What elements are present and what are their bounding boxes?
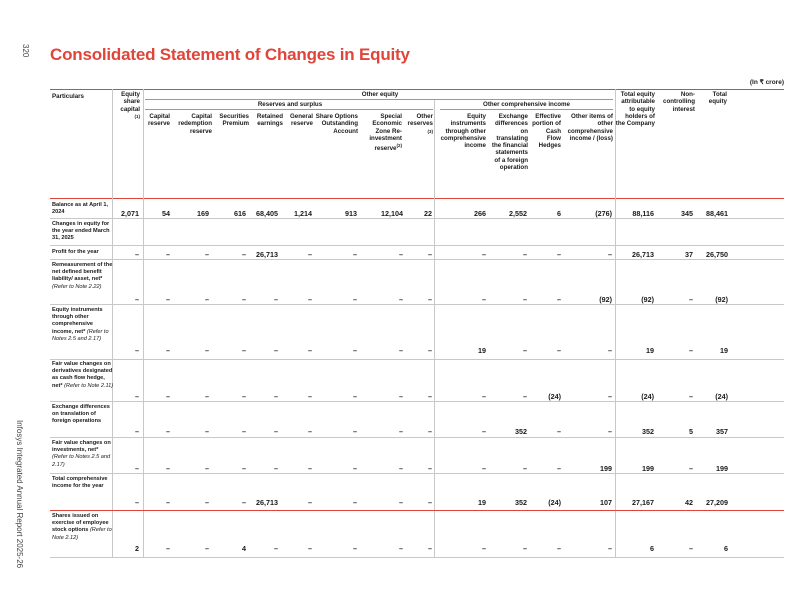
table-cell: – <box>308 427 312 436</box>
row-label: Remeasurement of the net defined benefit liability/ asset, net* <box>52 262 113 283</box>
table-cell: 12,104 <box>381 209 403 218</box>
header-non-controlling: Non-controlling interest <box>663 91 695 113</box>
table-cell: – <box>353 544 357 553</box>
table-cell: 22 <box>424 209 432 218</box>
table-cell: – <box>166 250 170 259</box>
row-note: (Refer to Note 2.11) <box>64 382 114 389</box>
table-cell: – <box>608 346 612 355</box>
table-cell: – <box>274 295 278 304</box>
table-cell: 37 <box>685 250 693 259</box>
table-cell: – <box>166 346 170 355</box>
table-cell: – <box>428 392 432 401</box>
row-label: Fair value changes on investments, net* <box>52 440 111 454</box>
side-caption: Infosys Integrated Annual Report 2025-26 <box>15 420 24 569</box>
table-cell: 4 <box>242 544 246 553</box>
header-equity-share-capital-text: Equity share capital <box>120 91 140 113</box>
table-cell: 2 <box>135 544 139 553</box>
table-cell: – <box>353 392 357 401</box>
table-cell: 352 <box>642 427 654 436</box>
table-cell: – <box>557 346 561 355</box>
row-particular-7 <box>52 440 114 469</box>
table-cell: – <box>482 464 486 473</box>
table-cell: – <box>135 427 139 436</box>
other-equity-line <box>145 99 613 100</box>
table-cell: – <box>353 295 357 304</box>
header-equity-share-capital-note: (1) <box>134 113 140 119</box>
header-other-reserves-note: (3) <box>427 128 433 134</box>
table-cell: – <box>135 295 139 304</box>
table-cell: – <box>242 346 246 355</box>
row-label: Balance as at April 1, 2024 <box>52 202 109 216</box>
table-cell: 6 <box>724 544 728 553</box>
table-cell: – <box>428 464 432 473</box>
unit-label: (In ₹ crore) <box>749 79 784 86</box>
table-cell: – <box>353 250 357 259</box>
table-cell: 68,405 <box>256 209 278 218</box>
vline-4 <box>615 89 616 557</box>
table-cell: – <box>523 392 527 401</box>
table-cell: – <box>308 346 312 355</box>
table-cell: – <box>242 464 246 473</box>
table-cell: – <box>523 295 527 304</box>
table-cell: – <box>523 464 527 473</box>
table-cell: 266 <box>474 209 486 218</box>
table-cell: – <box>205 464 209 473</box>
table-cell: (92) <box>641 295 654 304</box>
row-particular-4 <box>52 307 114 343</box>
row-label: Exchange differences on translation of foreign operations <box>52 404 110 425</box>
table-cell: – <box>274 392 278 401</box>
table-cell: (276) <box>595 209 612 218</box>
row-label: Total comprehensive income for the year <box>52 476 108 490</box>
table-cell: – <box>482 392 486 401</box>
table-cell: 5 <box>689 427 693 436</box>
row-note: (Refer to Note 2.12) <box>52 527 112 541</box>
table-cell: (24) <box>641 392 654 401</box>
table-cell: 26,713 <box>632 250 654 259</box>
table-cell: – <box>274 346 278 355</box>
row-particular-8 <box>52 476 114 490</box>
table-cell: – <box>353 346 357 355</box>
table-cell: 199 <box>642 464 654 473</box>
header-share-options: Share Options Outstanding Account <box>315 113 358 135</box>
page-title: Consolidated Statement of Changes in Equity <box>50 45 410 64</box>
page-number: 320 <box>21 44 30 58</box>
table-cell: – <box>482 544 486 553</box>
table-cell: – <box>205 498 209 507</box>
table-cell: 1,214 <box>294 209 312 218</box>
table-cell: (92) <box>715 295 728 304</box>
table-cell: – <box>482 427 486 436</box>
row-note: (Refer to Notes 2.5 and 2.17) <box>52 328 109 342</box>
table-cell: – <box>482 250 486 259</box>
table-cell: 26,713 <box>256 498 278 507</box>
oci-line <box>440 109 613 110</box>
table-cell: – <box>428 250 432 259</box>
table-cell: 42 <box>685 498 693 507</box>
table-cell: (24) <box>548 392 561 401</box>
table-cell: – <box>242 392 246 401</box>
table-cell: – <box>399 250 403 259</box>
table-cell: 19 <box>646 346 654 355</box>
table-cell: – <box>274 544 278 553</box>
row-particular-5 <box>52 361 114 390</box>
table-cell: 345 <box>681 209 693 218</box>
table-cell: (24) <box>715 392 728 401</box>
table-cell: – <box>399 544 403 553</box>
row-particular-1 <box>52 221 114 243</box>
table-cell: – <box>308 295 312 304</box>
table-cell: – <box>205 295 209 304</box>
row-note: (Refer to Notes 2.5 and 2.17) <box>52 454 111 468</box>
table-cell: – <box>689 295 693 304</box>
header-exchange-differences: Exchange differences on translating the financial statements of a foreign operation <box>491 113 528 172</box>
table-cell: – <box>608 392 612 401</box>
table-cell: – <box>608 544 612 553</box>
table-cell: – <box>689 544 693 553</box>
vline-3 <box>434 100 435 557</box>
row-line-0 <box>50 218 784 219</box>
table-cell: – <box>242 295 246 304</box>
table-cell: (24) <box>548 498 561 507</box>
table-cell: – <box>274 427 278 436</box>
table-cell: – <box>523 544 527 553</box>
header-other-reserves <box>405 113 433 135</box>
header-general-reserve: General reserve <box>289 113 313 128</box>
row-label: Equity instruments through other comprehensive income, net* <box>52 307 103 335</box>
table-cell: – <box>482 295 486 304</box>
table-cell: 6 <box>557 209 561 218</box>
table-cell: – <box>689 464 693 473</box>
row-line-6 <box>50 437 784 438</box>
header-other-items: Other items of other comprehensive income / (loss) <box>567 113 613 142</box>
table-cell: 27,167 <box>632 498 654 507</box>
table-cell: – <box>205 250 209 259</box>
header-equity-share-capital <box>112 91 140 120</box>
table-cell: – <box>353 427 357 436</box>
table-cell: – <box>428 498 432 507</box>
row-label: Fair value changes on derivatives designated as cash flow hedge, net* <box>52 361 113 389</box>
table-cell: 352 <box>515 498 527 507</box>
row-label: Changes in equity for the year ended March 31, 2025 <box>52 221 110 242</box>
table-cell: – <box>557 250 561 259</box>
table-cell: 88,461 <box>706 209 728 218</box>
table-cell: – <box>399 392 403 401</box>
table-cell: 169 <box>197 209 209 218</box>
table-cell: (92) <box>599 295 612 304</box>
table-cell: 357 <box>716 427 728 436</box>
table-cell: – <box>308 544 312 553</box>
reserves-line <box>145 109 433 110</box>
table-cell: – <box>557 295 561 304</box>
table-cell: – <box>557 464 561 473</box>
table-cell: 6 <box>650 544 654 553</box>
row-label: Profit for the year <box>52 249 99 255</box>
table-cell: – <box>399 295 403 304</box>
table-cell: 913 <box>345 209 357 218</box>
table-cell: – <box>242 498 246 507</box>
table-cell: 199 <box>600 464 612 473</box>
header-other-equity: Other equity <box>361 91 399 98</box>
row-particular-6 <box>52 404 114 426</box>
row-particular-9 <box>52 513 114 542</box>
header-other-reserves-text: Other reserves <box>407 113 433 128</box>
table-cell: – <box>523 250 527 259</box>
table-cell: 88,116 <box>632 209 654 218</box>
row-line-2 <box>50 259 784 260</box>
table-cell: – <box>353 464 357 473</box>
table-cell: 2,071 <box>121 209 139 218</box>
table-cell: – <box>428 295 432 304</box>
table-cell: – <box>428 346 432 355</box>
header-sez-note: (2) <box>396 143 402 149</box>
table-cell: – <box>135 346 139 355</box>
table-cell: 19 <box>478 498 486 507</box>
table-cell: 19 <box>478 346 486 355</box>
row-line-1 <box>50 245 784 246</box>
header-capital-redemption: Capital redemption reserve <box>178 113 212 135</box>
header-top-line <box>50 89 784 90</box>
header-effective-portion: Effective portion of Cash Flow Hedges <box>532 113 561 150</box>
table-cell: – <box>353 498 357 507</box>
table-cell: – <box>428 544 432 553</box>
table-cell: – <box>523 346 527 355</box>
table-cell: – <box>308 250 312 259</box>
table-cell: 54 <box>162 209 170 218</box>
table-cell: – <box>242 427 246 436</box>
row-line-4 <box>50 359 784 360</box>
table-cell: 107 <box>600 498 612 507</box>
table-cell: – <box>689 392 693 401</box>
table-cell: 26,750 <box>706 250 728 259</box>
table-cell: 27,209 <box>706 498 728 507</box>
table-cell: – <box>166 427 170 436</box>
row-particular-3 <box>52 262 114 291</box>
table-cell: 352 <box>515 427 527 436</box>
row-line-5 <box>50 401 784 402</box>
table-cell: – <box>135 498 139 507</box>
table-cell: – <box>308 498 312 507</box>
header-securities-premium: Securities Premium <box>219 113 249 128</box>
row-line-9 <box>50 557 784 558</box>
table-cell: – <box>608 250 612 259</box>
table-cell: 199 <box>716 464 728 473</box>
table-cell: – <box>608 427 612 436</box>
table-cell: – <box>135 250 139 259</box>
header-sez-text: Special Economic Zone Re-investment reserve <box>369 113 402 153</box>
table-cell: – <box>135 392 139 401</box>
table-cell: – <box>399 427 403 436</box>
header-equity-instruments: Equity instruments through other comprehensive income <box>440 113 486 150</box>
row-particular-0 <box>52 202 114 216</box>
row-label: Shares issued on exercise of employee stock options <box>52 513 109 534</box>
vline-2 <box>143 89 144 557</box>
table-cell: – <box>689 346 693 355</box>
table-cell: – <box>242 250 246 259</box>
row-note: (Refer to Note 2.22) <box>52 283 102 290</box>
table-cell: – <box>399 346 403 355</box>
header-capital-reserve: Capital reserve <box>147 113 170 128</box>
table-cell: – <box>166 498 170 507</box>
table-cell: – <box>308 464 312 473</box>
header-sez <box>358 113 402 153</box>
table-cell: – <box>205 544 209 553</box>
row-particular-2 <box>52 249 114 256</box>
table-cell: – <box>308 392 312 401</box>
table-cell: – <box>205 427 209 436</box>
table-cell: – <box>399 498 403 507</box>
table-cell: – <box>557 427 561 436</box>
table-cell: – <box>166 544 170 553</box>
row-line-8 <box>50 510 784 511</box>
table-cell: 26,713 <box>256 250 278 259</box>
table-cell: – <box>205 346 209 355</box>
table-cell: – <box>135 464 139 473</box>
table-cell: – <box>557 544 561 553</box>
table-cell: – <box>166 392 170 401</box>
row-line-3 <box>50 304 784 305</box>
row-line-7 <box>50 473 784 474</box>
header-total-equity: Total equity <box>708 91 727 106</box>
header-total-attributable: Total equity attributable to equity holders of the Company <box>615 91 655 128</box>
header-retained-earnings: Retained earnings <box>256 113 283 128</box>
table-cell: – <box>428 427 432 436</box>
table-cell: 19 <box>720 346 728 355</box>
header-bottom-line <box>50 198 784 199</box>
table-cell: – <box>166 295 170 304</box>
header-particulars: Particulars <box>52 93 84 100</box>
table-cell: – <box>274 464 278 473</box>
header-reserves-surplus: Reserves and surplus <box>257 101 323 108</box>
table-cell: – <box>205 392 209 401</box>
table-cell: – <box>166 464 170 473</box>
header-oci: Other comprehensive income <box>483 101 570 108</box>
table-cell: 616 <box>234 209 246 218</box>
table-cell: – <box>399 464 403 473</box>
table-cell: 2,552 <box>509 209 527 218</box>
